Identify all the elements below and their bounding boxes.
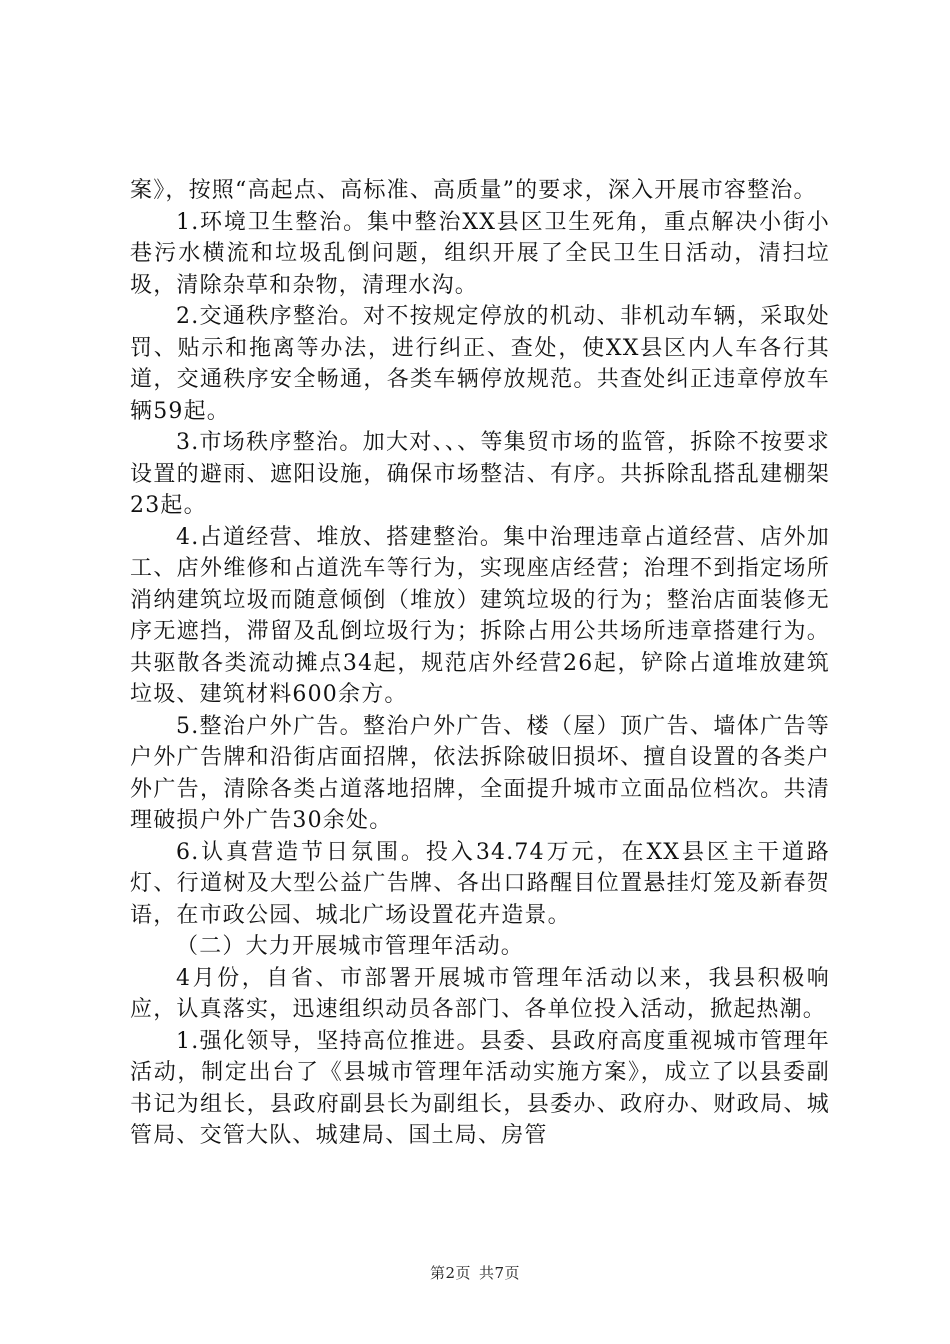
document-body (130, 175, 830, 1152)
paragraph-continuation: 案》，按照“高起点、高标准、高质量”的要求，深入开展市容整治。 (130, 178, 817, 203)
page-total: 共7页 (479, 1264, 521, 1282)
paragraph-road-occupation: 4.占道经营、堆放、搭建整治。集中治理违章占道经营、店外加工、店外维修和占道洗车等行为，实现座店经营；治理不到指定场所消纳建筑垃圾而随意倾倒（堆放）建筑垃圾的行为；整治店面装修无序无遮挡，滞留及乱倒垃圾行为；拆除占用公共场所违章搭建行为。共驱散各类流动摊点34起，规范店外经营26起，铲除占道堆放建筑垃圾、建筑材料600余方。 (130, 524, 830, 707)
paragraph-april: 4月份，自省、市部署开展城市管理年活动以来，我县积极响应，认真落实，迅速组织动员各部门、各单位投入活动，掀起热潮。 (130, 965, 830, 1022)
paragraph-market: 3.市场秩序整治。加大对、、、等集贸市场的监管，拆除不按要求设置的避雨、遮阳设施，确保市场整洁、有序。共拆除乱搭乱建棚架23起。 (130, 430, 830, 518)
page-footer (0, 1262, 950, 1283)
paragraph-leadership: 1.强化领导，坚持高位推进。县委、县政府高度重视城市管理年活动，制定出台了《县城市管理年活动实施方案》，成立了以县委副书记为组长，县政府副县长为副组长，县委办、政府办、财政局、城管局、交管大队、城建局、国土局、房管 (130, 1028, 830, 1148)
page-number: 第2页 (429, 1264, 471, 1282)
paragraph-environment: 1.环境卫生整治。集中整治XX县区卫生死角，重点解决小街小巷污水横流和垃圾乱倒问题，组织开展了全民卫生日活动，清扫垃圾，清除杂草和杂物，清理水沟。 (130, 209, 830, 298)
paragraph-festival: 6.认真营造节日氛围。投入34.74万元，在XX县区主干道路灯、行道树及大型公益广告牌、各出口路醒目位置悬挂灯笼及新春贺语，在市政公园、城北广场设置花卉造景。 (130, 839, 830, 928)
paragraph-outdoor-ads: 5.整治户外广告。整治户外广告、楼（屋）顶广告、墙体广告等户外广告牌和沿街店面招牌，依法拆除破旧损坏、擅自设置的各类户外广告，清除各类占道落地招牌，全面提升城市立面品位档次。共清理破损户外广告30余处。 (130, 713, 830, 833)
paragraph-traffic: 2.交通秩序整治。对不按规定停放的机动、非机动车辆，采取处罚、贴示和拖离等办法，进行纠正、查处，使XX县区内人车各行其道，交通秩序安全畅通，各类车辆停放规范。共查处纠正违章停放车辆59起。 (130, 304, 830, 424)
section-heading: （二）大力开展城市管理年活动。 (176, 934, 525, 959)
